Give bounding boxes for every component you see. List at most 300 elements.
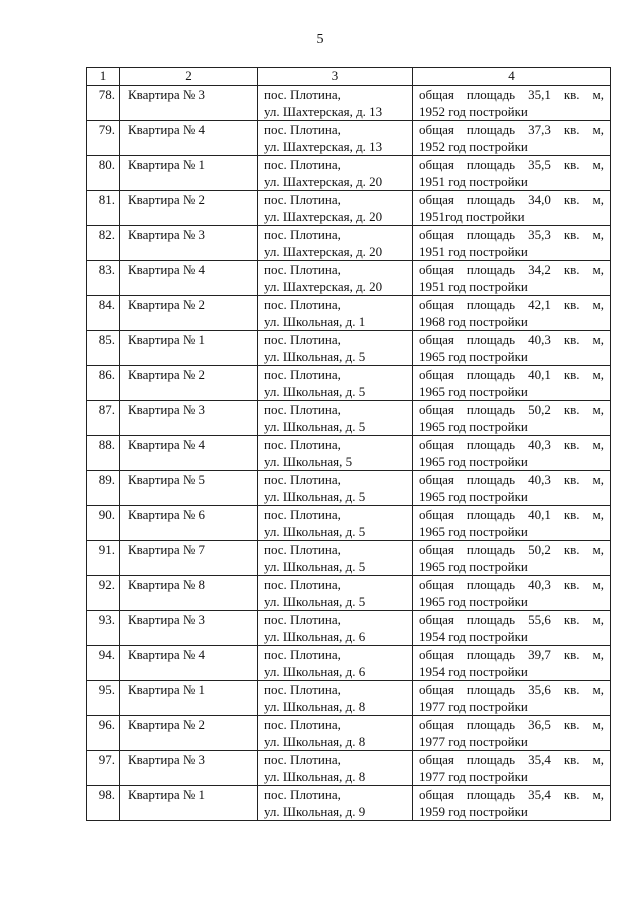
- address-cell: [258, 121, 413, 156]
- area-line: [419, 576, 604, 593]
- area-word: кв.: [563, 787, 580, 802]
- address-cell: [258, 86, 413, 121]
- area-word: м,: [592, 752, 604, 767]
- area-word: площадь: [466, 122, 516, 137]
- area-word: площадь: [466, 332, 516, 347]
- address-cell: [258, 786, 413, 821]
- area-line: [419, 401, 604, 418]
- area-word: м,: [592, 262, 604, 277]
- description-cell: [413, 226, 611, 261]
- description-cell: [413, 611, 611, 646]
- area-word: общая: [419, 507, 454, 522]
- area-word: площадь: [466, 297, 516, 312]
- address-settlement: пос. Плотина,: [264, 472, 341, 487]
- address-settlement: пос. Плотина,: [264, 122, 341, 137]
- area-word: общая: [419, 297, 454, 312]
- address-settlement: пос. Плотина,: [264, 612, 341, 627]
- address-settlement: пос. Плотина,: [264, 787, 341, 802]
- table-row: [87, 751, 611, 786]
- area-word: м,: [592, 122, 604, 137]
- area-word: площадь: [466, 542, 516, 557]
- area-line: [419, 226, 604, 243]
- table-row: [87, 541, 611, 576]
- area-word: общая: [419, 752, 454, 767]
- table-row: [87, 226, 611, 261]
- row-number: 82.: [87, 226, 120, 261]
- area-word: общая: [419, 87, 454, 102]
- area-word: 34,0: [528, 192, 551, 207]
- area-word: площадь: [466, 507, 516, 522]
- construction-year: 1951год постройки: [419, 209, 525, 224]
- area-word: м,: [592, 437, 604, 452]
- construction-year: 1951 год постройки: [419, 279, 528, 294]
- object-name: Квартира № 2: [120, 191, 258, 226]
- object-name: Квартира № 5: [120, 471, 258, 506]
- row-number: 85.: [87, 331, 120, 366]
- construction-year: 1965 год постройки: [419, 349, 528, 364]
- area-word: общая: [419, 402, 454, 417]
- construction-year: 1965 год постройки: [419, 489, 528, 504]
- address-settlement: пос. Плотина,: [264, 542, 341, 557]
- column-header-1: 1: [87, 68, 120, 86]
- area-word: 35,6: [528, 682, 551, 697]
- area-word: 36,5: [528, 717, 551, 732]
- address-street: ул. Школьная, д. 5: [264, 489, 366, 504]
- area-word: 40,3: [528, 472, 551, 487]
- area-word: м,: [592, 647, 604, 662]
- construction-year: 1965 год постройки: [419, 419, 528, 434]
- area-word: общая: [419, 647, 454, 662]
- description-cell: [413, 471, 611, 506]
- area-line: [419, 86, 604, 103]
- area-word: м,: [592, 402, 604, 417]
- address-street: ул. Школьная, д. 6: [264, 629, 366, 644]
- row-number: 90.: [87, 506, 120, 541]
- area-word: общая: [419, 612, 454, 627]
- table-row: [87, 86, 611, 121]
- area-line: [419, 191, 604, 208]
- description-cell: [413, 296, 611, 331]
- row-number: 80.: [87, 156, 120, 191]
- object-name: Квартира № 4: [120, 646, 258, 681]
- area-word: кв.: [563, 157, 580, 172]
- row-number: 84.: [87, 296, 120, 331]
- area-word: общая: [419, 227, 454, 242]
- area-word: площадь: [466, 402, 516, 417]
- area-word: м,: [592, 192, 604, 207]
- area-word: общая: [419, 682, 454, 697]
- row-number: 97.: [87, 751, 120, 786]
- area-word: кв.: [563, 297, 580, 312]
- address-settlement: пос. Плотина,: [264, 752, 341, 767]
- description-cell: [413, 646, 611, 681]
- area-word: 40,3: [528, 437, 551, 452]
- description-cell: [413, 681, 611, 716]
- address-settlement: пос. Плотина,: [264, 507, 341, 522]
- property-registry-table: [86, 67, 611, 821]
- address-street: ул. Школьная, д. 5: [264, 594, 366, 609]
- construction-year: 1954 год постройки: [419, 629, 528, 644]
- area-word: кв.: [563, 472, 580, 487]
- area-word: м,: [592, 507, 604, 522]
- address-street: ул. Школьная, 5: [264, 454, 353, 469]
- object-name: Квартира № 8: [120, 576, 258, 611]
- address-street: ул. Школьная, д. 5: [264, 419, 366, 434]
- address-cell: [258, 226, 413, 261]
- row-number: 88.: [87, 436, 120, 471]
- table-row: [87, 121, 611, 156]
- area-word: общая: [419, 542, 454, 557]
- area-line: [419, 261, 604, 278]
- area-word: площадь: [466, 752, 516, 767]
- area-word: общая: [419, 787, 454, 802]
- area-word: кв.: [563, 367, 580, 382]
- area-word: кв.: [563, 752, 580, 767]
- area-word: общая: [419, 437, 454, 452]
- description-cell: [413, 261, 611, 296]
- area-line: [419, 751, 604, 768]
- area-word: 55,6: [528, 612, 551, 627]
- table-row: [87, 331, 611, 366]
- address-settlement: пос. Плотина,: [264, 332, 341, 347]
- area-word: м,: [592, 472, 604, 487]
- address-settlement: пос. Плотина,: [264, 157, 341, 172]
- area-word: кв.: [563, 682, 580, 697]
- area-word: кв.: [563, 87, 580, 102]
- address-street: ул. Шахтерская, д. 20: [264, 174, 383, 189]
- address-cell: [258, 401, 413, 436]
- area-word: площадь: [466, 717, 516, 732]
- area-line: [419, 786, 604, 803]
- address-street: ул. Шахтерская, д. 13: [264, 139, 383, 154]
- area-line: [419, 471, 604, 488]
- area-word: м,: [592, 577, 604, 592]
- table-row: [87, 681, 611, 716]
- area-line: [419, 611, 604, 628]
- object-name: Квартира № 1: [120, 331, 258, 366]
- address-street: ул. Школьная, д. 8: [264, 734, 366, 749]
- construction-year: 1951 год постройки: [419, 244, 528, 259]
- address-settlement: пос. Плотина,: [264, 192, 341, 207]
- address-settlement: пос. Плотина,: [264, 577, 341, 592]
- table-row: [87, 716, 611, 751]
- row-number: 95.: [87, 681, 120, 716]
- construction-year: 1954 год постройки: [419, 664, 528, 679]
- address-cell: [258, 716, 413, 751]
- construction-year: 1952 год постройки: [419, 139, 528, 154]
- description-cell: [413, 716, 611, 751]
- address-settlement: пос. Плотина,: [264, 227, 341, 242]
- area-word: кв.: [563, 122, 580, 137]
- area-word: 35,1: [528, 87, 551, 102]
- table-body: [87, 86, 611, 821]
- construction-year: 1952 год постройки: [419, 104, 528, 119]
- area-word: 37,3: [528, 122, 551, 137]
- construction-year: 1965 год постройки: [419, 454, 528, 469]
- address-settlement: пос. Плотина,: [264, 262, 341, 277]
- area-word: площадь: [466, 192, 516, 207]
- address-cell: [258, 191, 413, 226]
- address-street: ул. Школьная, д. 9: [264, 804, 366, 819]
- address-cell: [258, 681, 413, 716]
- area-word: м,: [592, 542, 604, 557]
- area-word: м,: [592, 332, 604, 347]
- construction-year: 1977 год постройки: [419, 734, 528, 749]
- object-name: Квартира № 4: [120, 261, 258, 296]
- row-number: 93.: [87, 611, 120, 646]
- area-word: кв.: [563, 577, 580, 592]
- row-number: 98.: [87, 786, 120, 821]
- area-word: кв.: [563, 192, 580, 207]
- address-cell: [258, 751, 413, 786]
- area-word: 50,2: [528, 542, 551, 557]
- area-word: м,: [592, 787, 604, 802]
- area-word: площадь: [466, 577, 516, 592]
- address-street: ул. Школьная, д. 8: [264, 769, 366, 784]
- description-cell: [413, 786, 611, 821]
- address-cell: [258, 576, 413, 611]
- area-word: площадь: [466, 262, 516, 277]
- description-cell: [413, 121, 611, 156]
- table-header: [87, 68, 611, 86]
- construction-year: 1968 год постройки: [419, 314, 528, 329]
- area-word: площадь: [466, 227, 516, 242]
- object-name: Квартира № 4: [120, 121, 258, 156]
- address-street: ул. Школьная, д. 5: [264, 349, 366, 364]
- area-line: [419, 541, 604, 558]
- row-number: 96.: [87, 716, 120, 751]
- area-word: площадь: [466, 87, 516, 102]
- description-cell: [413, 576, 611, 611]
- address-cell: [258, 541, 413, 576]
- column-header-4: 4: [413, 68, 611, 86]
- area-word: площадь: [466, 787, 516, 802]
- row-number: 92.: [87, 576, 120, 611]
- address-settlement: пос. Плотина,: [264, 402, 341, 417]
- table-row: [87, 156, 611, 191]
- area-word: 35,3: [528, 227, 551, 242]
- area-line: [419, 366, 604, 383]
- address-cell: [258, 156, 413, 191]
- header-row: [87, 68, 611, 86]
- address-settlement: пос. Плотина,: [264, 682, 341, 697]
- area-word: общая: [419, 717, 454, 732]
- area-word: м,: [592, 682, 604, 697]
- table-row: [87, 296, 611, 331]
- table-row: [87, 611, 611, 646]
- table-row: [87, 646, 611, 681]
- area-line: [419, 331, 604, 348]
- table-row: [87, 401, 611, 436]
- object-name: Квартира № 3: [120, 401, 258, 436]
- area-word: площадь: [466, 612, 516, 627]
- area-word: кв.: [563, 717, 580, 732]
- area-word: м,: [592, 227, 604, 242]
- object-name: Квартира № 7: [120, 541, 258, 576]
- address-street: ул. Школьная, д. 5: [264, 559, 366, 574]
- area-word: общая: [419, 577, 454, 592]
- area-line: [419, 121, 604, 138]
- description-cell: [413, 436, 611, 471]
- address-street: ул. Школьная, д. 6: [264, 664, 366, 679]
- area-word: 35,5: [528, 157, 551, 172]
- construction-year: 1959 год постройки: [419, 804, 528, 819]
- area-word: кв.: [563, 542, 580, 557]
- table-row: [87, 191, 611, 226]
- row-number: 94.: [87, 646, 120, 681]
- address-settlement: пос. Плотина,: [264, 437, 341, 452]
- description-cell: [413, 191, 611, 226]
- construction-year: 1965 год постройки: [419, 384, 528, 399]
- object-name: Квартира № 4: [120, 436, 258, 471]
- description-cell: [413, 86, 611, 121]
- area-line: [419, 506, 604, 523]
- description-cell: [413, 541, 611, 576]
- area-word: общая: [419, 472, 454, 487]
- address-cell: [258, 436, 413, 471]
- area-line: [419, 681, 604, 698]
- address-cell: [258, 331, 413, 366]
- address-settlement: пос. Плотина,: [264, 647, 341, 662]
- area-line: [419, 716, 604, 733]
- page-number: 5: [316, 32, 324, 47]
- area-word: общая: [419, 367, 454, 382]
- area-word: 40,1: [528, 507, 551, 522]
- area-word: площадь: [466, 647, 516, 662]
- row-number: 87.: [87, 401, 120, 436]
- table-row: [87, 506, 611, 541]
- area-word: м,: [592, 367, 604, 382]
- address-cell: [258, 261, 413, 296]
- object-name: Квартира № 3: [120, 226, 258, 261]
- area-word: кв.: [563, 507, 580, 522]
- row-number: 89.: [87, 471, 120, 506]
- construction-year: 1951 год постройки: [419, 174, 528, 189]
- area-word: м,: [592, 297, 604, 312]
- row-number: 78.: [87, 86, 120, 121]
- area-word: кв.: [563, 437, 580, 452]
- description-cell: [413, 506, 611, 541]
- area-word: кв.: [563, 262, 580, 277]
- area-word: м,: [592, 157, 604, 172]
- area-word: 40,1: [528, 367, 551, 382]
- area-line: [419, 156, 604, 173]
- area-word: общая: [419, 262, 454, 277]
- area-word: м,: [592, 87, 604, 102]
- table-row: [87, 261, 611, 296]
- area-line: [419, 436, 604, 453]
- address-cell: [258, 366, 413, 401]
- area-word: 40,3: [528, 332, 551, 347]
- table-row: [87, 436, 611, 471]
- area-word: 34,2: [528, 262, 551, 277]
- area-word: кв.: [563, 227, 580, 242]
- address-cell: [258, 611, 413, 646]
- address-street: ул. Шахтерская, д. 20: [264, 244, 383, 259]
- column-header-2: 2: [120, 68, 258, 86]
- area-line: [419, 296, 604, 313]
- area-word: 40,3: [528, 577, 551, 592]
- description-cell: [413, 331, 611, 366]
- row-number: 83.: [87, 261, 120, 296]
- address-cell: [258, 471, 413, 506]
- area-word: м,: [592, 612, 604, 627]
- row-number: 91.: [87, 541, 120, 576]
- object-name: Квартира № 2: [120, 716, 258, 751]
- construction-year: 1977 год постройки: [419, 699, 528, 714]
- area-word: 39,7: [528, 647, 551, 662]
- description-cell: [413, 401, 611, 436]
- area-word: площадь: [466, 157, 516, 172]
- description-cell: [413, 751, 611, 786]
- area-word: общая: [419, 192, 454, 207]
- description-cell: [413, 366, 611, 401]
- address-settlement: пос. Плотина,: [264, 367, 341, 382]
- construction-year: 1965 год постройки: [419, 594, 528, 609]
- area-word: кв.: [563, 647, 580, 662]
- row-number: 81.: [87, 191, 120, 226]
- address-street: ул. Школьная, д. 5: [264, 524, 366, 539]
- area-word: площадь: [466, 472, 516, 487]
- address-street: ул. Школьная, д. 8: [264, 699, 366, 714]
- area-word: кв.: [563, 332, 580, 347]
- construction-year: 1965 год постройки: [419, 559, 528, 574]
- address-street: ул. Шахтерская, д. 13: [264, 104, 383, 119]
- address-street: ул. Школьная, д. 1: [264, 314, 366, 329]
- object-name: Квартира № 1: [120, 156, 258, 191]
- address-cell: [258, 646, 413, 681]
- table-row: [87, 786, 611, 821]
- area-word: площадь: [466, 437, 516, 452]
- area-line: [419, 646, 604, 663]
- description-cell: [413, 156, 611, 191]
- address-street: ул. Школьная, д. 5: [264, 384, 366, 399]
- address-cell: [258, 506, 413, 541]
- area-word: площадь: [466, 682, 516, 697]
- construction-year: 1965 год постройки: [419, 524, 528, 539]
- address-settlement: пос. Плотина,: [264, 717, 341, 732]
- column-header-3: 3: [258, 68, 413, 86]
- object-name: Квартира № 6: [120, 506, 258, 541]
- row-number: 79.: [87, 121, 120, 156]
- address-settlement: пос. Плотина,: [264, 297, 341, 312]
- object-name: Квартира № 3: [120, 751, 258, 786]
- object-name: Квартира № 2: [120, 296, 258, 331]
- construction-year: 1977 год постройки: [419, 769, 528, 784]
- area-word: общая: [419, 157, 454, 172]
- area-word: 42,1: [528, 297, 551, 312]
- table-row: [87, 366, 611, 401]
- object-name: Квартира № 3: [120, 86, 258, 121]
- object-name: Квартира № 2: [120, 366, 258, 401]
- area-word: площадь: [466, 367, 516, 382]
- area-word: 35,4: [528, 752, 551, 767]
- area-word: 35,4: [528, 787, 551, 802]
- table-row: [87, 471, 611, 506]
- address-cell: [258, 296, 413, 331]
- area-word: общая: [419, 332, 454, 347]
- area-word: общая: [419, 122, 454, 137]
- row-number: 86.: [87, 366, 120, 401]
- object-name: Квартира № 3: [120, 611, 258, 646]
- area-word: кв.: [563, 612, 580, 627]
- object-name: Квартира № 1: [120, 681, 258, 716]
- address-street: ул. Шахтерская, д. 20: [264, 279, 383, 294]
- area-word: кв.: [563, 402, 580, 417]
- address-street: ул. Шахтерская, д. 20: [264, 209, 383, 224]
- address-settlement: пос. Плотина,: [264, 87, 341, 102]
- area-word: 50,2: [528, 402, 551, 417]
